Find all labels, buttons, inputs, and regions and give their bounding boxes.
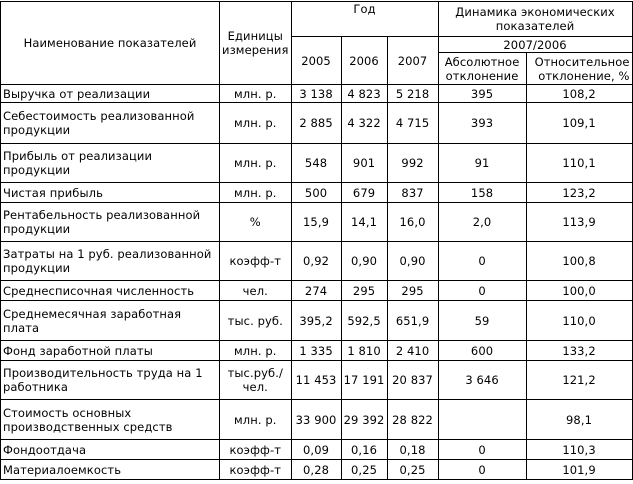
table-row	[1, 460, 633, 480]
row-value-2007: 0,18	[387, 440, 438, 460]
row-name-cell: Себестоимость реализованной продукции	[1, 103, 220, 144]
row-unit-cell: коэфф-т	[220, 242, 292, 281]
row-value-2005: 0,09	[291, 440, 341, 460]
row-value-2007: 992	[387, 144, 438, 183]
row-relative-deviation: 100,0	[526, 281, 632, 301]
row-value-2006: 295	[341, 281, 387, 301]
row-value-2005: 0,92	[291, 242, 341, 281]
table-row	[1, 242, 633, 281]
header-relative: Относительное отклонение, %	[526, 53, 632, 85]
header-year: Год	[291, 2, 438, 37]
row-relative-deviation: 110,0	[526, 301, 632, 341]
row-relative-deviation: 123,2	[526, 183, 632, 203]
row-name-cell: Среднесписочная численность	[1, 281, 220, 301]
row-relative-deviation: 110,1	[526, 144, 632, 183]
row-absolute-deviation: 393	[438, 103, 526, 144]
row-value-2006: 17 191	[341, 361, 387, 400]
row-value-2005: 500	[291, 183, 341, 203]
row-absolute-deviation: 0	[438, 281, 526, 301]
row-value-2006: 0,16	[341, 440, 387, 460]
table-row	[1, 183, 633, 203]
row-relative-deviation: 133,2	[526, 341, 632, 361]
row-value-2005: 274	[291, 281, 341, 301]
row-value-2006: 1 810	[341, 341, 387, 361]
row-relative-deviation: 110,3	[526, 440, 632, 460]
row-value-2006: 0,25	[341, 460, 387, 480]
row-name-cell: Рентабельность реализованной продукции	[1, 203, 220, 242]
header-year-2007: 2007	[387, 37, 438, 85]
row-value-2006: 4 322	[341, 103, 387, 144]
header-row-1	[1, 2, 633, 37]
row-value-2005: 395,2	[291, 301, 341, 341]
row-value-2005: 2 885	[291, 103, 341, 144]
header-absolute: Абсолютное отклонение	[438, 53, 526, 85]
row-value-2006: 592,5	[341, 301, 387, 341]
row-value-2005: 15,9	[291, 203, 341, 242]
table-row	[1, 281, 633, 301]
row-name-cell: Затраты на 1 руб. реализованной продукции	[1, 242, 220, 281]
row-value-2007: 295	[387, 281, 438, 301]
header-name: Наименование показателей	[1, 2, 220, 85]
row-absolute-deviation: 2,0	[438, 203, 526, 242]
row-value-2007: 0,90	[387, 242, 438, 281]
table-row	[1, 85, 633, 103]
row-name-cell: Фонд заработной платы	[1, 341, 220, 361]
table-row	[1, 103, 633, 144]
row-absolute-deviation: 59	[438, 301, 526, 341]
row-value-2007: 28 822	[387, 400, 438, 440]
row-absolute-deviation: 395	[438, 85, 526, 103]
row-value-2006: 14,1	[341, 203, 387, 242]
table-row	[1, 341, 633, 361]
row-absolute-deviation	[438, 400, 526, 440]
row-relative-deviation: 113,9	[526, 203, 632, 242]
row-unit-cell: чел.	[220, 281, 292, 301]
table-row	[1, 440, 633, 460]
row-name-cell: Стоимость основных производственных средств	[1, 400, 220, 440]
row-value-2005: 3 138	[291, 85, 341, 103]
header-year-2006: 2006	[341, 37, 387, 85]
row-value-2006: 901	[341, 144, 387, 183]
row-value-2006: 29 392	[341, 400, 387, 440]
row-value-2005: 33 900	[291, 400, 341, 440]
row-name-cell: Чистая прибыль	[1, 183, 220, 203]
table-row	[1, 203, 633, 242]
row-unit-cell: млн. р.	[220, 85, 292, 103]
row-unit-cell: млн. р.	[220, 341, 292, 361]
row-absolute-deviation: 158	[438, 183, 526, 203]
row-value-2007: 0,25	[387, 460, 438, 480]
row-unit-cell: коэфф-т	[220, 440, 292, 460]
row-value-2007: 5 218	[387, 85, 438, 103]
indicators-table	[0, 1, 633, 480]
row-name-cell: Выручка от реализации	[1, 85, 220, 103]
row-unit-cell: млн. р.	[220, 144, 292, 183]
header-dynamics: Динамика экономических показателей	[438, 2, 632, 37]
row-absolute-deviation: 91	[438, 144, 526, 183]
row-unit-cell: млн. р.	[220, 183, 292, 203]
row-relative-deviation: 108,2	[526, 85, 632, 103]
row-relative-deviation: 101,9	[526, 460, 632, 480]
row-value-2005: 11 453	[291, 361, 341, 400]
row-value-2005: 548	[291, 144, 341, 183]
row-unit-cell: тыс. руб.	[220, 301, 292, 341]
row-unit-cell: коэфф-т	[220, 460, 292, 480]
row-unit-cell: млн. р.	[220, 400, 292, 440]
row-value-2006: 679	[341, 183, 387, 203]
row-absolute-deviation: 0	[438, 440, 526, 460]
row-value-2006: 0,90	[341, 242, 387, 281]
row-unit-cell: млн. р.	[220, 103, 292, 144]
table-row	[1, 301, 633, 341]
row-name-cell: Производительность труда на 1 работника	[1, 361, 220, 400]
row-name-cell: Среднемесячная заработная плата	[1, 301, 220, 341]
row-absolute-deviation: 0	[438, 460, 526, 480]
row-name-cell: Материалоемкость	[1, 460, 220, 480]
table-row	[1, 361, 633, 400]
header-period: 2007/2006	[438, 37, 632, 53]
row-relative-deviation: 100,8	[526, 242, 632, 281]
row-absolute-deviation: 600	[438, 341, 526, 361]
row-value-2007: 2 410	[387, 341, 438, 361]
table-row	[1, 144, 633, 183]
row-value-2005: 0,28	[291, 460, 341, 480]
header-year-2005: 2005	[291, 37, 341, 85]
row-value-2007: 4 715	[387, 103, 438, 144]
row-value-2006: 4 823	[341, 85, 387, 103]
table-row	[1, 400, 633, 440]
row-value-2007: 837	[387, 183, 438, 203]
row-relative-deviation: 121,2	[526, 361, 632, 400]
row-name-cell: Фондоотдача	[1, 440, 220, 460]
row-value-2007: 20 837	[387, 361, 438, 400]
row-unit-cell: %	[220, 203, 292, 242]
row-absolute-deviation: 3 646	[438, 361, 526, 400]
row-relative-deviation: 109,1	[526, 103, 632, 144]
row-name-cell: Прибыль от реализации продукции	[1, 144, 220, 183]
row-value-2007: 651,9	[387, 301, 438, 341]
header-unit: Единицы измерения	[220, 2, 292, 85]
row-unit-cell: тыс.руб./чел.	[220, 361, 292, 400]
row-value-2005: 1 335	[291, 341, 341, 361]
row-value-2007: 16,0	[387, 203, 438, 242]
row-relative-deviation: 98,1	[526, 400, 632, 440]
row-absolute-deviation: 0	[438, 242, 526, 281]
